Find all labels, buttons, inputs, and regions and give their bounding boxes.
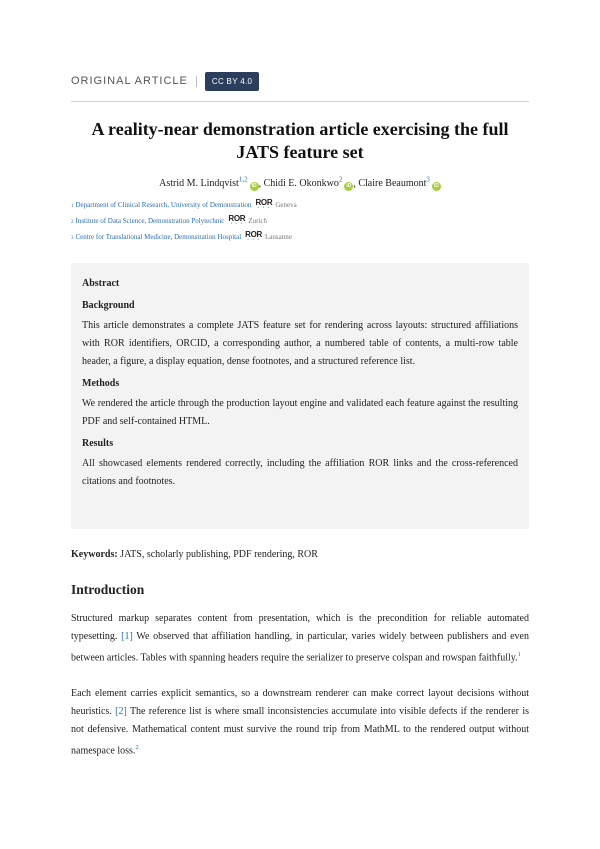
methods-text: We rendered the article through the production layout engine and validated each feature against the resulting PDF and self-contained HTML. bbox=[82, 398, 518, 427]
background-heading: Background bbox=[82, 300, 135, 311]
author[interactable]: Claire Beaumont$^3$iD bbox=[358, 176, 439, 190]
results-heading: Results bbox=[82, 438, 114, 449]
affiliation-link[interactable]: Centre for Translational Medicine, Demonstration Hospital bbox=[75, 233, 242, 241]
intro-paragraph: Structured markup separates content from presentation, which is the precondition for reliable automated typesetting. [1] We observed that affiliation handling, in particular, varies widely between publishers and even between articles. Tables with spanning headers require the serializer to preserve colspan and rowspan faithfully.$^1$ bbox=[71, 613, 529, 664]
ror-icon[interactable]: ROR • • • bbox=[245, 230, 263, 243]
author[interactable]: Astrid M. Lindqvist$^{1,2}$iD bbox=[159, 176, 257, 190]
ror-icon[interactable]: ROR • • • bbox=[228, 214, 246, 227]
affiliation-item bbox=[71, 197, 297, 213]
affiliation-list bbox=[71, 197, 297, 245]
keywords-text: JATS, scholarly publishing, PDF rendering, ROR bbox=[120, 549, 318, 560]
license-badge[interactable]: CC BY 4.0 bbox=[205, 72, 259, 91]
keywords-line bbox=[71, 548, 529, 562]
footnote-ref[interactable]: 1 bbox=[517, 651, 521, 658]
header-rule bbox=[71, 101, 529, 102]
affiliation-number: 1 bbox=[71, 204, 74, 209]
section-heading-introduction: Introduction bbox=[71, 582, 145, 597]
ror-icon[interactable]: ROR • • • bbox=[255, 198, 273, 211]
results-text: All showcased elements rendered correctly, including the affiliation ROR links and the cross-referenced citations and footnotes. bbox=[82, 458, 518, 487]
orcid-icon[interactable]: iD bbox=[251, 183, 257, 190]
affiliation-item bbox=[71, 229, 297, 245]
abstract-box bbox=[71, 263, 529, 529]
citation-link[interactable]: [1] bbox=[121, 631, 133, 642]
affiliation-city: Zurich bbox=[248, 217, 267, 225]
affiliation-city: Geneva bbox=[275, 201, 297, 209]
affiliation-number: 2 bbox=[71, 220, 74, 225]
affiliation-city: Lausanne bbox=[265, 233, 292, 241]
affiliation-link[interactable]: Department of Clinical Research, University of Demonstration bbox=[75, 201, 252, 209]
footnote-ref[interactable]: 2 bbox=[135, 744, 139, 751]
article-header bbox=[71, 69, 529, 93]
article-title: A reality-near demonstration article exercising the full JATS feature set bbox=[91, 119, 509, 162]
intro-paragraph: Each element carries explicit semantics, so a downstream renderer can make correct layout decisions without heuristics. [2] The reference list is where small inconsistencies accumulate into visible defects if the renderer is not defensive. Mathematical content must survive the round trip from MathML to the rendered output without namespace loss.$^2$ bbox=[71, 688, 529, 757]
methods-heading: Methods bbox=[82, 378, 120, 389]
header-divider bbox=[196, 76, 197, 87]
article-type-label: ORIGINAL ARTICLE bbox=[71, 75, 188, 87]
keywords-label: Keywords: bbox=[71, 549, 118, 560]
orcid-icon[interactable]: iD bbox=[433, 183, 439, 190]
orcid-icon[interactable]: iD bbox=[346, 183, 352, 190]
background-text: This article demonstrates a complete JATS feature set for rendering across layouts: structured affiliations with ROR identifiers, ORCID, a corresponding author, a numbered table of contents, a multi-row table header, a figure, a display equation, dense footnotes, and a structured reference list. bbox=[82, 320, 518, 367]
author-affil-ref[interactable]: 1,2 bbox=[238, 176, 248, 184]
abstract-heading: Abstract bbox=[82, 278, 120, 289]
affiliation-link[interactable]: Institute of Data Science, Demonstration Polytechnic bbox=[75, 217, 225, 225]
affiliation-item bbox=[71, 213, 297, 229]
author[interactable]: Chidi E. Okonkwo$^2$iD bbox=[263, 176, 352, 190]
author-affil-ref[interactable]: 2 bbox=[338, 176, 343, 184]
author-affil-ref[interactable]: 3 bbox=[426, 176, 430, 184]
author-list: Astrid M. Lindqvist$^{1,2}$iD , Chidi E. Okonkwo$^2$iD , Claire Beaumont$^3$iD bbox=[159, 176, 439, 190]
affiliation-number: 3 bbox=[71, 236, 74, 241]
citation-link[interactable]: [2] bbox=[115, 706, 127, 717]
